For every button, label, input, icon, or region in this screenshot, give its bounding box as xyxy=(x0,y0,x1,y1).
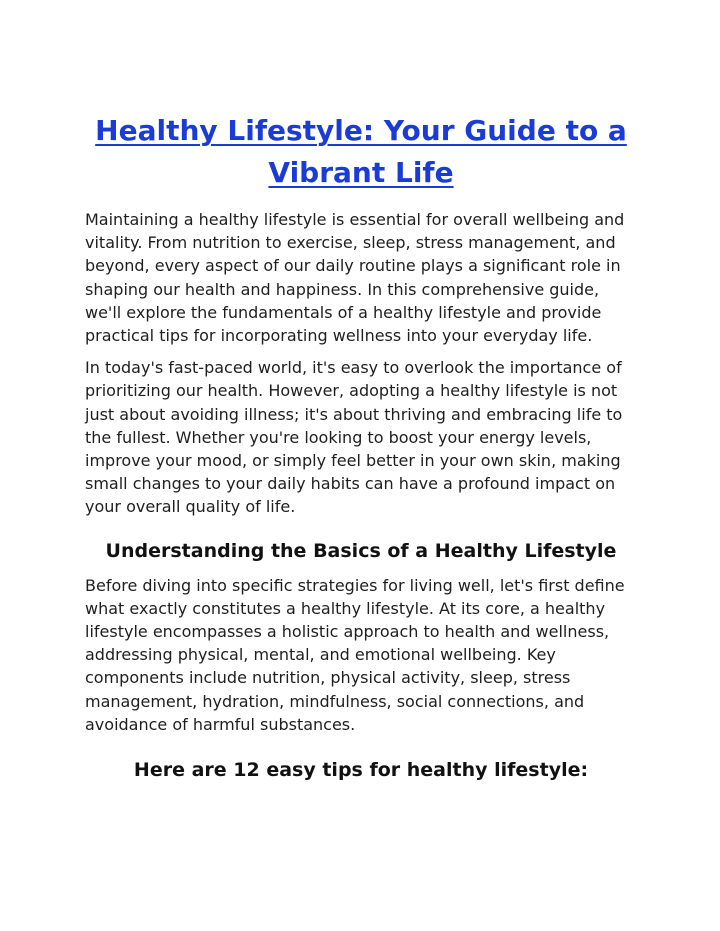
page-title-link[interactable]: Healthy Lifestyle: Your Guide to a Vibrant Life xyxy=(95,114,627,189)
tips-heading: Here are 12 easy tips for healthy lifestyle: xyxy=(133,759,589,782)
section-heading: Understanding the Basics of a Healthy Lifestyle xyxy=(105,539,617,562)
intro-paragraph-1: Maintaining a healthy lifestyle is essential for overall wellbeing and vitality. From nutrition to exercise, sleep, stress management, and beyond, every aspect of our daily routine plays a significant role in shaping our health and happiness. In this comprehensive guide, we'll explore the fundamentals of a healthy lifestyle and provide practical tips for incorporating wellness into your everyday life. xyxy=(85,210,625,346)
intro-paragraph-2: In today's fast-paced world, it's easy to overlook the importance of prioritizing our health. However, adopting a healthy lifestyle is not just about avoiding illness; it's about thriving and embracing life to the fullest. Whether you're looking to boost your energy levels, improve your mood, or simply feel better in your own skin, making small changes to your daily habits can have a profound impact on your overall quality of life. xyxy=(85,358,623,517)
document-page xyxy=(85,110,637,784)
section-paragraph: Before diving into specific strategies for living well, let's first define what exactly constitutes a healthy lifestyle. At its core, a healthy lifestyle encompasses a holistic approach to health and wellness, addressing physical, mental, and emotional wellbeing. Key components include nutrition, physical activity, sleep, stress management, hydration, mindfulness, social connections, and avoidance of harmful substances. xyxy=(85,575,625,734)
